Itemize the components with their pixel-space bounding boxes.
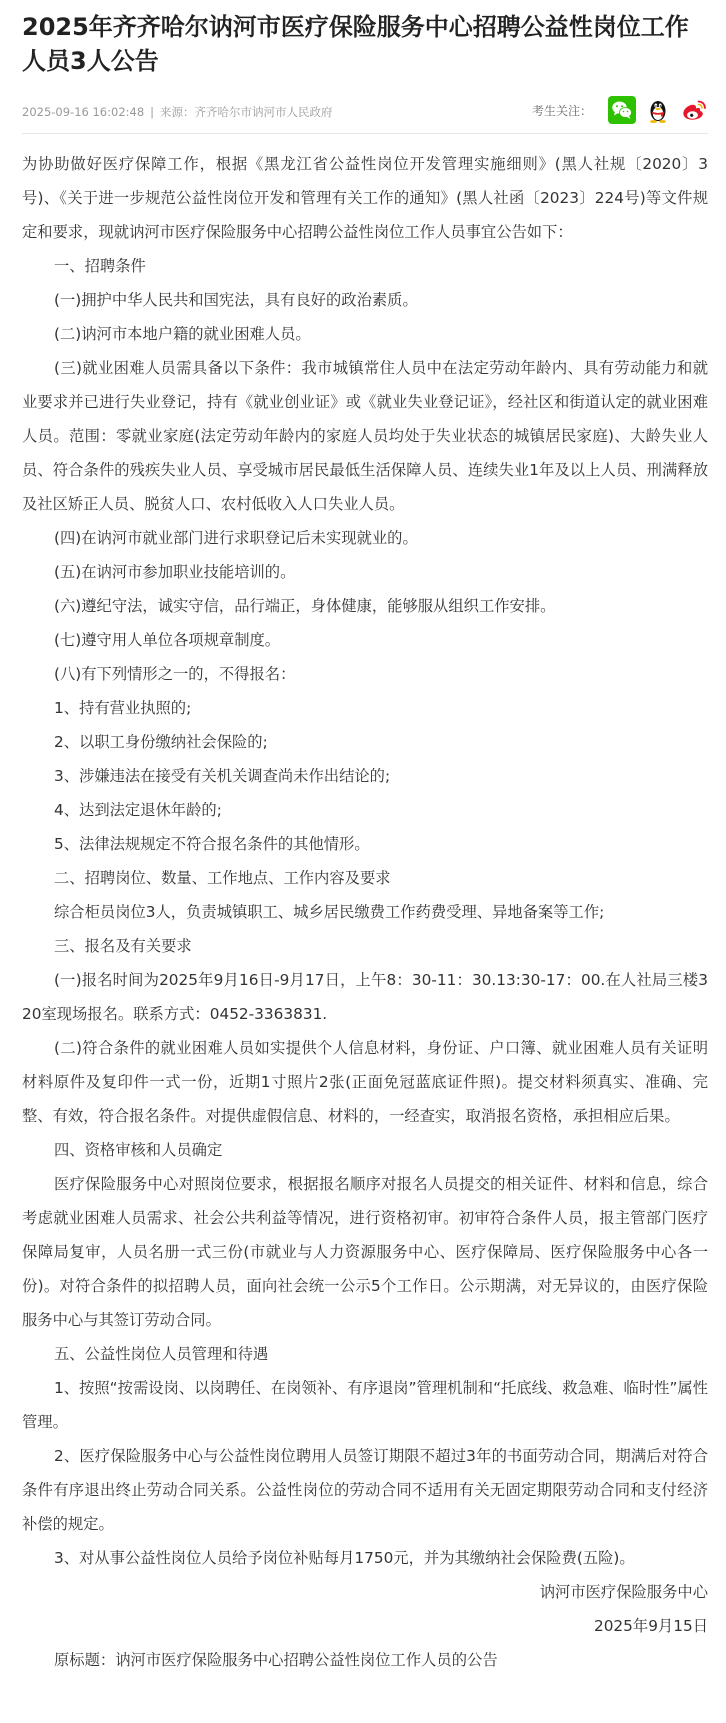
article-source: 来源：齐齐哈尔市讷河市人民政府 (160, 105, 333, 119)
article-paragraph: (二)讷河市本地户籍的就业困难人员。 (54, 325, 311, 343)
article-paragraph: (二)符合条件的就业困难人员如实提供个人信息材料，身份证、户口簿、就业困难人员有关证明材料原件及复印件一式一份，近期1寸照片2张(正面免冠蓝底证件照)。提交材料须真实、准确、完整、有效，符合报名条件。对提供虚假信息、材料的，一经查实，取消报名资格，承担相应后果。 (22, 1039, 708, 1125)
article-paragraph: 4、达到法定退休年龄的; (54, 801, 222, 819)
article-paragraph: (一)报名时间为2025年9月16日-9月17日，上午8：30-11：30.13:30-17：00.在人社局三楼320室现场报名。联系方式：0452-3363831. (22, 971, 708, 1023)
article-paragraph: 2025年9月15日 (593, 1617, 708, 1635)
article-paragraph: (六)遵纪守法，诚实守信，品行端正，身体健康，能够服从组织工作安排。 (54, 597, 556, 615)
article-body (22, 147, 708, 1677)
article-title: 2025年齐齐哈尔讷河市医疗保险服务中心招聘公益性岗位工作人员3人公告 (22, 13, 689, 75)
share-label: 考生关注： (531, 103, 592, 118)
article-paragraph: 讷河市医疗保险服务中心 (539, 1583, 708, 1601)
article-paragraph: 五、公益性岗位人员管理和待遇 (54, 1345, 269, 1363)
article-meta (22, 91, 708, 134)
article-paragraph: 2、以职工身份缴纳社会保险的; (54, 733, 268, 751)
article-paragraph: 三、报名及有关要求 (54, 937, 192, 955)
article-container (22, 0, 708, 1677)
article-paragraph: 5、法律法规规定不符合报名条件的其他情形。 (54, 835, 370, 853)
article-paragraph: 1、持有营业执照的; (54, 699, 192, 717)
qq-icon[interactable] (644, 96, 672, 124)
meta-separator: | (150, 105, 155, 119)
article-paragraph: 原标题：讷河市医疗保险服务中心招聘公益性岗位工作人员的公告 (54, 1651, 498, 1669)
share-bar (532, 95, 708, 125)
weibo-icon[interactable] (680, 96, 708, 124)
article-paragraph: (五)在讷河市参加职业技能培训的。 (54, 563, 296, 581)
article-paragraph: (七)遵守用人单位各项规章制度。 (54, 631, 281, 649)
article-paragraph: 1、按照“按需设岗、以岗聘任、在岗领补、有序退岗”管理机制和“托底线、救急难、临时性”属性管理。 (22, 1379, 708, 1431)
article-paragraph: (四)在讷河市就业部门进行求职登记后未实现就业的。 (54, 529, 418, 547)
article-paragraph: (三)就业困难人员需具备以下条件：我市城镇常住人员中在法定劳动年龄内、具有劳动能力和就业要求并已进行失业登记，持有《就业创业证》或《就业失业登记证》，经社区和街道认定的就业困难人员。范围：零就业家庭(法定劳动年龄内的家庭人员均处于失业状态的城镇居民家庭)、大龄失业人员、符合条件的残疾失业人员、享受城市居民最低生活保障人员、连续失业1年及以上人员、刑满释放及社区矫正人员、脱贫人口、农村低收入人口失业人员。 (22, 359, 708, 513)
article-paragraph: 一、招聘条件 (54, 257, 146, 275)
article-paragraph: 3、对从事公益性岗位人员给予岗位补贴每月1750元，并为其缴纳社会保险费(五险)。 (54, 1549, 635, 1567)
meta-info (22, 104, 333, 120)
article-paragraph: 综合柜员岗位3人，负责城镇职工、城乡居民缴费工作药费受理、异地备案等工作; (54, 903, 605, 921)
article-paragraph: 3、涉嫌违法在接受有关机关调查尚未作出结论的; (54, 767, 391, 785)
article-paragraph: 二、招聘岗位、数量、工作地点、工作内容及要求 (54, 869, 391, 887)
article-paragraph: (八)有下列情形之一的，不得报名： (54, 665, 296, 683)
article-paragraph: 医疗保险服务中心对照岗位要求，根据报名顺序对报名人员提交的相关证件、材料和信息，综合考虑就业困难人员需求、社会公共利益等情况，进行资格初审。初审符合条件人员，报主管部门医疗保障局复审，人员名册一式三份(市就业与人力资源服务中心、医疗保障局、医疗保险服务中心各一份)。对符合条件的拟招聘人员，面向社会统一公示5个工作日。公示期满，对无异议的，由医疗保险服务中心与其签订劳动合同。 (22, 1175, 708, 1329)
article-paragraph: 四、资格审核和人员确定 (54, 1141, 223, 1159)
article-paragraph: 为协助做好医疗保障工作，根据《黑龙江省公益性岗位开发管理实施细则》(黑人社规〔2020〕3号)、《关于进一步规范公益性岗位开发和管理有关工作的通知》(黑人社函〔2023〕224号)等文件规定和要求，现就讷河市医疗保险服务中心招聘公益性岗位工作人员事宜公告如下： (22, 155, 708, 241)
wechat-icon[interactable] (608, 96, 636, 124)
publish-datetime: 2025-09-16 16:02:48 (22, 105, 145, 119)
article-paragraph: 2、医疗保险服务中心与公益性岗位聘用人员签订期限不超过3年的书面劳动合同，期满后对符合条件有序退出终止劳动合同关系。公益性岗位的劳动合同不适用有关无固定期限劳动合同和支付经济补偿的规定。 (22, 1447, 708, 1533)
article-paragraph: (一)拥护中华人民共和国宪法，具有良好的政治素质。 (54, 291, 418, 309)
